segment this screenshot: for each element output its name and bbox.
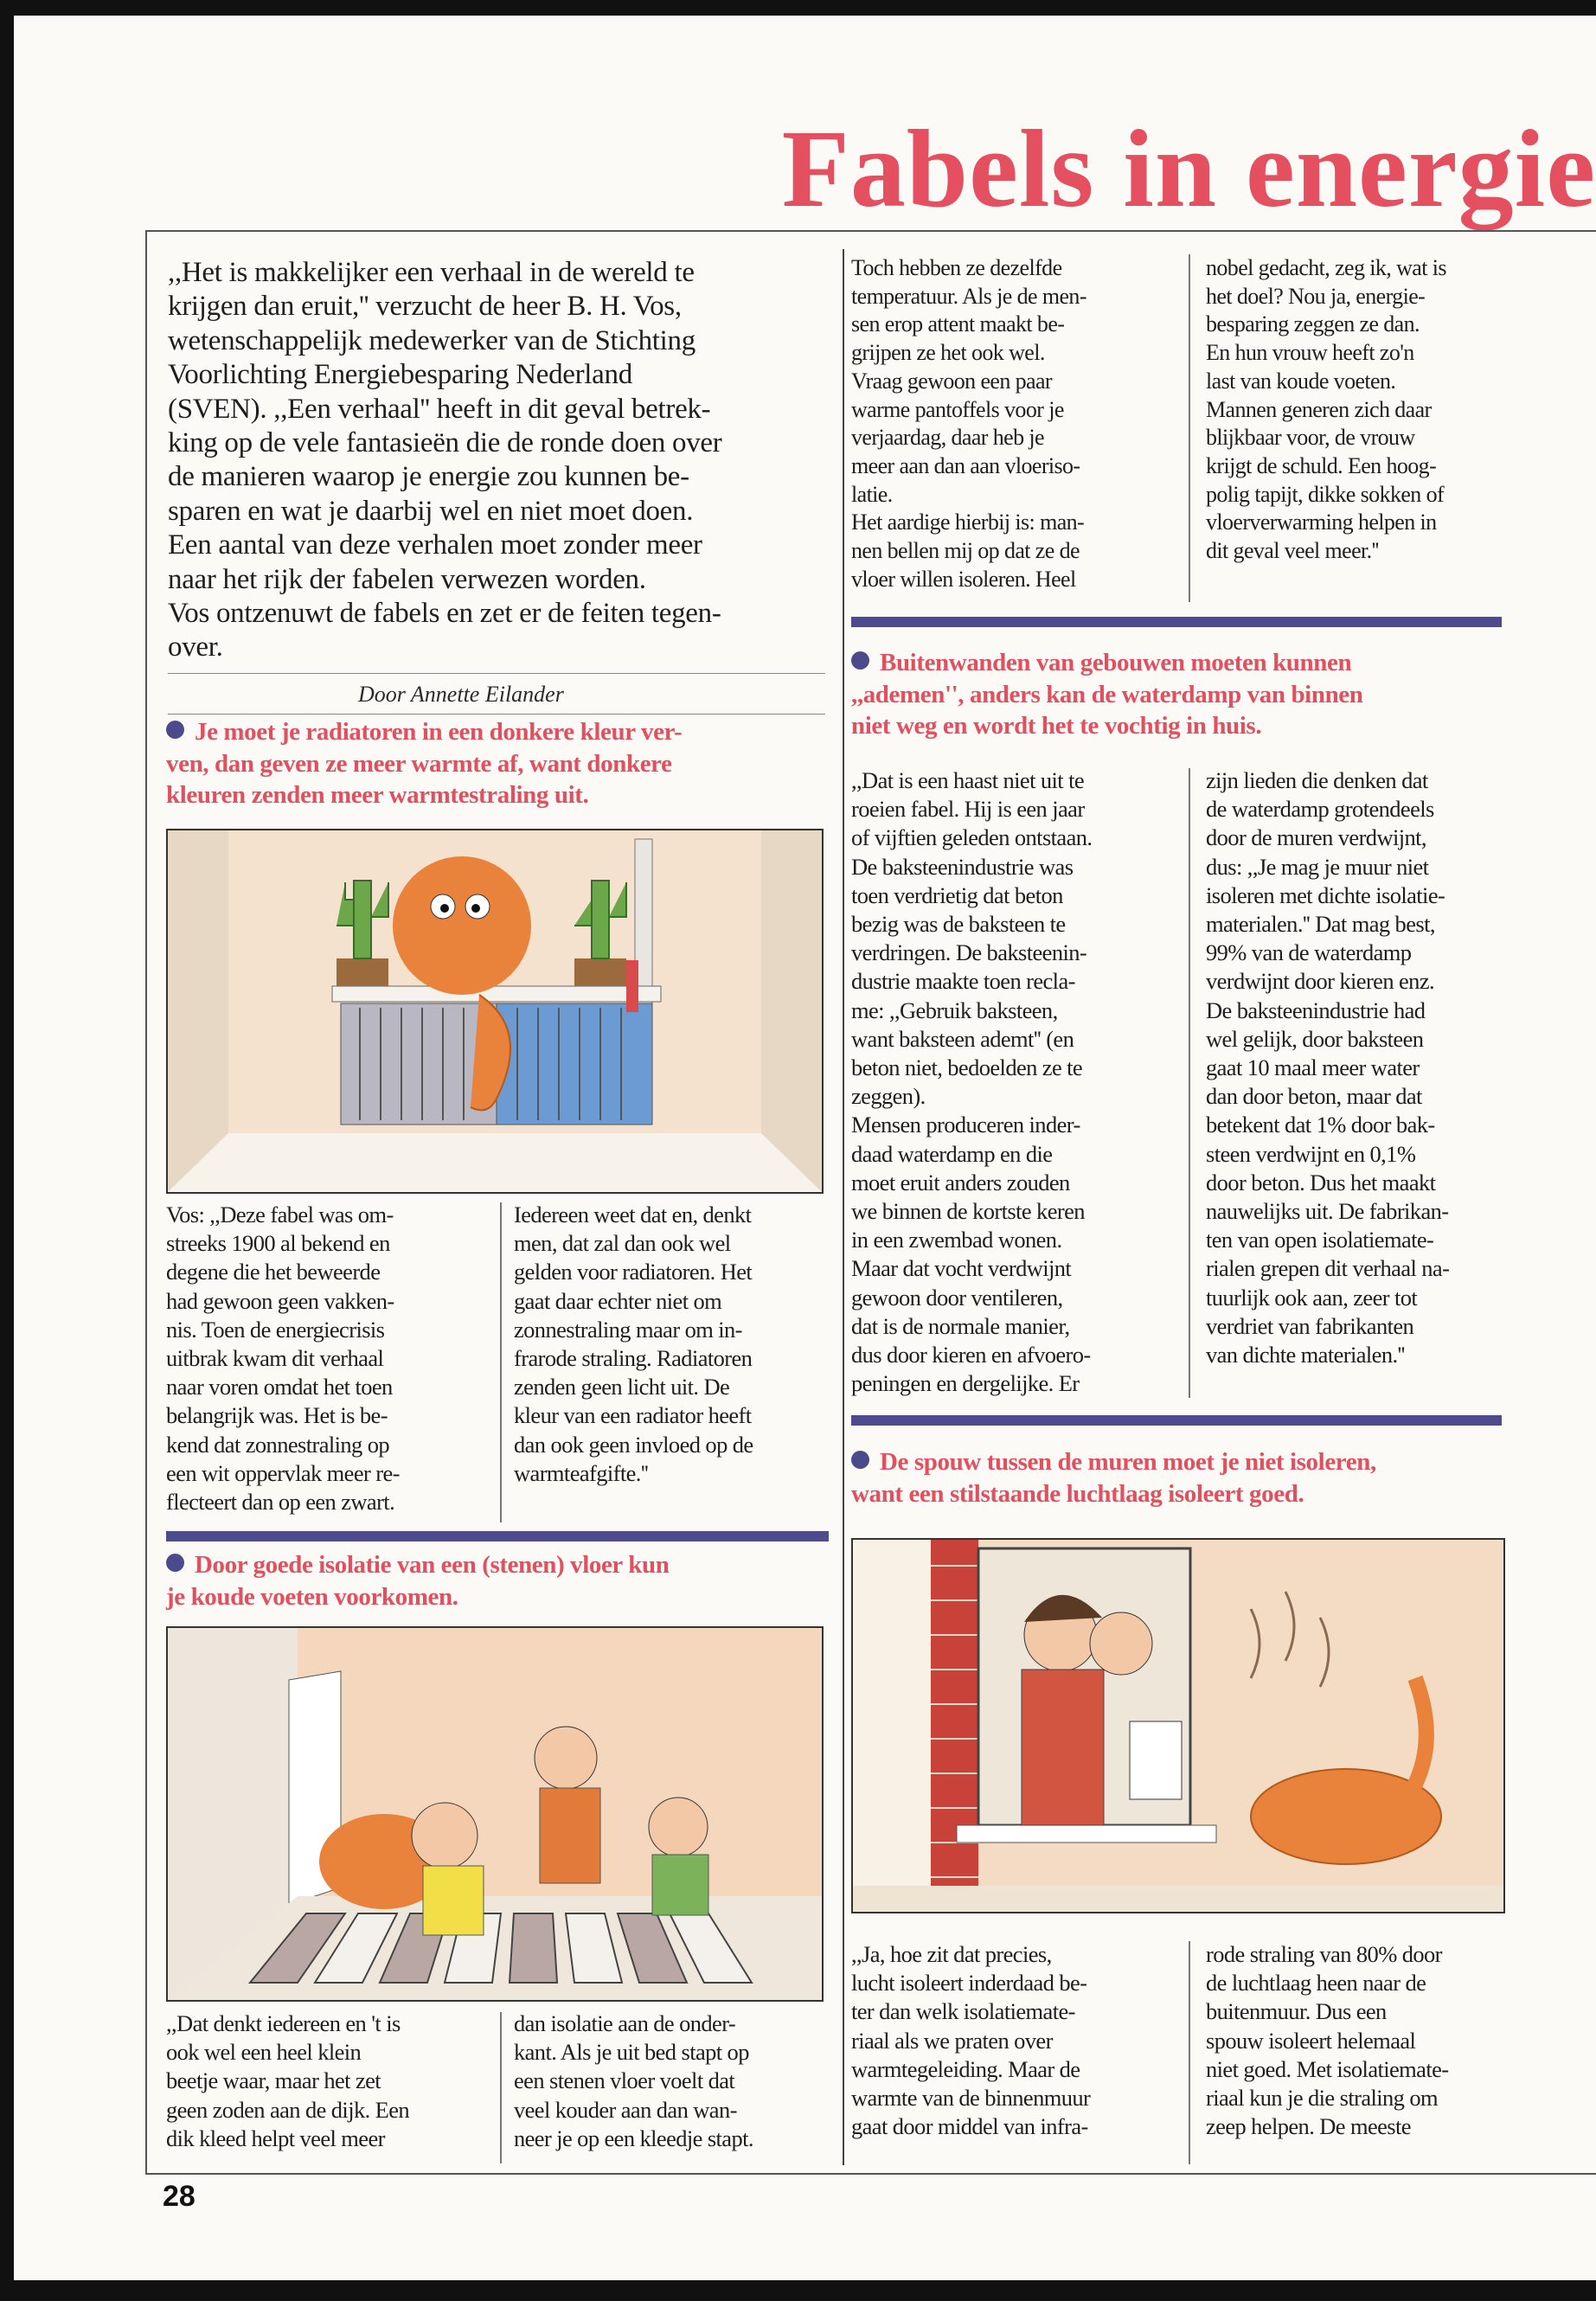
fable1-col2: Iedereen weet dat en, denkt men, dat zal dan ook wel gelden voor radiatoren. Het gaat daar echter niet om zonnestraling maar om in- frarode straling. Radiatoren zenden geen licht uit. De kleur van een radiator heeft dan ook geen invloed op de warmteafgifte.'' <box>514 1202 753 1486</box>
floor-continuation-col2: nobel gedacht, zeg ik, wat is het doel? Nou ja, energie- besparing zeggen ze dan. En hun vrouw heeft zo'n last van koude voeten. Mannen generen zich daar blijkbaar voor, de vrouw krijgt de schuld. Een hoog- polig tapijt, dikke sokken of vloerverwarming helpen in dit geval veel meer.'' <box>1206 255 1446 564</box>
bullet-dot <box>851 1451 869 1469</box>
section-bar <box>851 617 1502 627</box>
center-divider <box>843 249 844 2165</box>
fable-heading-radiator: Je moet je radiatoren in een donkere kleur ver- ven, dan geven ze meer warmte af, want donkere kleuren zenden meer warmtestraling uit. <box>166 718 683 809</box>
bullet-dot <box>851 651 869 670</box>
byline: Door Annette Eilander <box>358 682 564 707</box>
page-title: Fabels in energie <box>781 107 1596 230</box>
floor-continuation-col1: Toch hebben ze dezelfde temperatuur. Als je de men- sen erop attent maakt be- grijpen ze het ook wel. Vraag gewoon een paar warme pantoffels voor je verjaardag, daar heb je meer aan dan aan vloeriso- latie. Het aardige hierbij is: man- nen bellen mij op dat ze de vloer willen isoleren. Heel <box>851 255 1086 592</box>
fable-heading-walls-breathe: Buitenwanden van gebouwen moeten kunnen ,,ademen'', anders kan de waterdamp van binnen niet weg en wordt het te vochtig in huis. <box>851 649 1363 740</box>
cartoon-radiator-cat <box>166 829 824 1194</box>
byline-rule-bottom <box>168 714 825 715</box>
fable2-col2: dan isolatie aan de onder- kant. Als je uit bed stapt op een stenen vloer voelt dat veel kouder aan dan wan- neer je op een kleedje stapt. <box>514 2010 753 2151</box>
fable3-col1: ,,Dat is een haast niet uit te roeien fabel. Hij is een jaar of vijftien geleden ontstaan. De baksteenindustrie was toen verdrietig dat beton bezig was de baksteen te verdringen. De baksteenin- dustrie maakte toen recla- me: ,,Gebruik baksteen, want baksteen ademt'' (en beton niet, bedoelden ze te zeggen). Mensen produceren inder- daad waterdamp en die moet eruit anders zouden we binnen de kortste keren in een zwembad wonen. Maar dat vocht verdwijnt gewoon door ventileren, dat is de normale manier, dus door kieren en afvoero- peningen en dergelijke. Er <box>851 767 1093 1397</box>
frame-left-rule <box>145 230 147 2175</box>
section-bar <box>851 1415 1502 1426</box>
frame-top-rule <box>145 230 1596 232</box>
section-bar <box>166 1531 829 1541</box>
fable3-col2: zijn lieden die denken dat de waterdamp grotendeels door de muren verdwijnt, dus: ,,Je mag je muur niet isoleren met dichte isolatie- materialen.'' Dat mag best, 99% van de waterdamp verdwijnt door kieren enz. De baksteenindustrie had wel gelijk, door baksteen gaat 10 maal meer water dan door beton, maar dat betekent dat 1% door bak- steen verdwijnt en 0,1% door beton. Dus het maakt nauwelijks uit. De fabrikan- ten van open isolatiemate- rialen grepen dit verhaal na- tuurlijk ook aan, zeer tot verdriet van fabrikanten van dichte materialen.'' <box>1206 767 1450 1368</box>
fable-heading-cavity-wall: De spouw tussen de muren moet je niet isoleren, want een stilstaande luchtlaag isoleert goed. <box>851 1448 1376 1508</box>
page-number: 28 <box>163 2180 195 2213</box>
fable1-col1: Vos: ,,Deze fabel was om- streeks 1900 al bekend en degene die het beweerde had gewoon geen vakken- nis. Toen de energiecrisis uitbrak kwam dit verhaal naar voren omdat het toen belangrijk was. Het is be- kend dat zonnestraling op een wit oppervlak meer re- flecteert dan op een zwart. <box>166 1202 400 1516</box>
cartoon-family-floor <box>166 1626 824 2002</box>
column-divider <box>1189 768 1190 1398</box>
column-divider <box>1189 1941 1190 2164</box>
intro-text: ,,Het is makkelijker een verhaal in de wereld te krijgen dan eruit,'' verzucht de heer B. H. Vos, wetenschappelijk medewerker van de Stichting Voorlichting Energiebesparing Nederland (SVEN). ,,Een verhaal'' heeft in dit geval betrek- king op de vele fantasieën die de ronde doen over de manieren waarop je energie zou kunnen be- sparen en wat je daarbij wel en niet moet doen. Een aantal van deze verhalen moet zonder meer naar het rijk der fabelen verwezen worden. Vos ontzenuwt de fabels en zet er de feiten tegen- over. <box>168 257 722 663</box>
fable4-col2: rode straling van 80% door de luchtlaag heen naar de buitenmuur. Dus een spouw isoleert helemaal niet goed. Met isolatiemate- riaal kun je die straling om zeep helpen. De meeste <box>1206 1941 1449 2140</box>
column-divider <box>1189 254 1190 602</box>
column-divider <box>500 2012 502 2163</box>
fable4-col1: ,,Ja, hoe zit dat precies, lucht isoleert inderdaad be- ter dan welk isolatiemate- riaal als we praten over warmtegeleiding. Maar de warmte van de binnenmuur gaat door middel van infra- <box>851 1941 1091 2140</box>
fable2-col1: ,,Dat denkt iedereen en 't is ook wel een heel klein beetje waar, maar het zet geen zoden aan de dijk. Een dik kleed helpt veel meer <box>166 2010 410 2151</box>
bullet-dot <box>166 1554 184 1572</box>
byline-rule <box>168 673 825 674</box>
fable-heading-floor: Door goede isolatie van een (stenen) vloer kun je koude voeten voorkomen. <box>166 1551 670 1611</box>
magazine-page <box>14 16 1596 2280</box>
cartoon-cavity-wall <box>851 1538 1505 1913</box>
column-divider <box>500 1202 502 1522</box>
frame-bottom-rule <box>145 2173 1596 2175</box>
bullet-dot <box>166 721 184 739</box>
